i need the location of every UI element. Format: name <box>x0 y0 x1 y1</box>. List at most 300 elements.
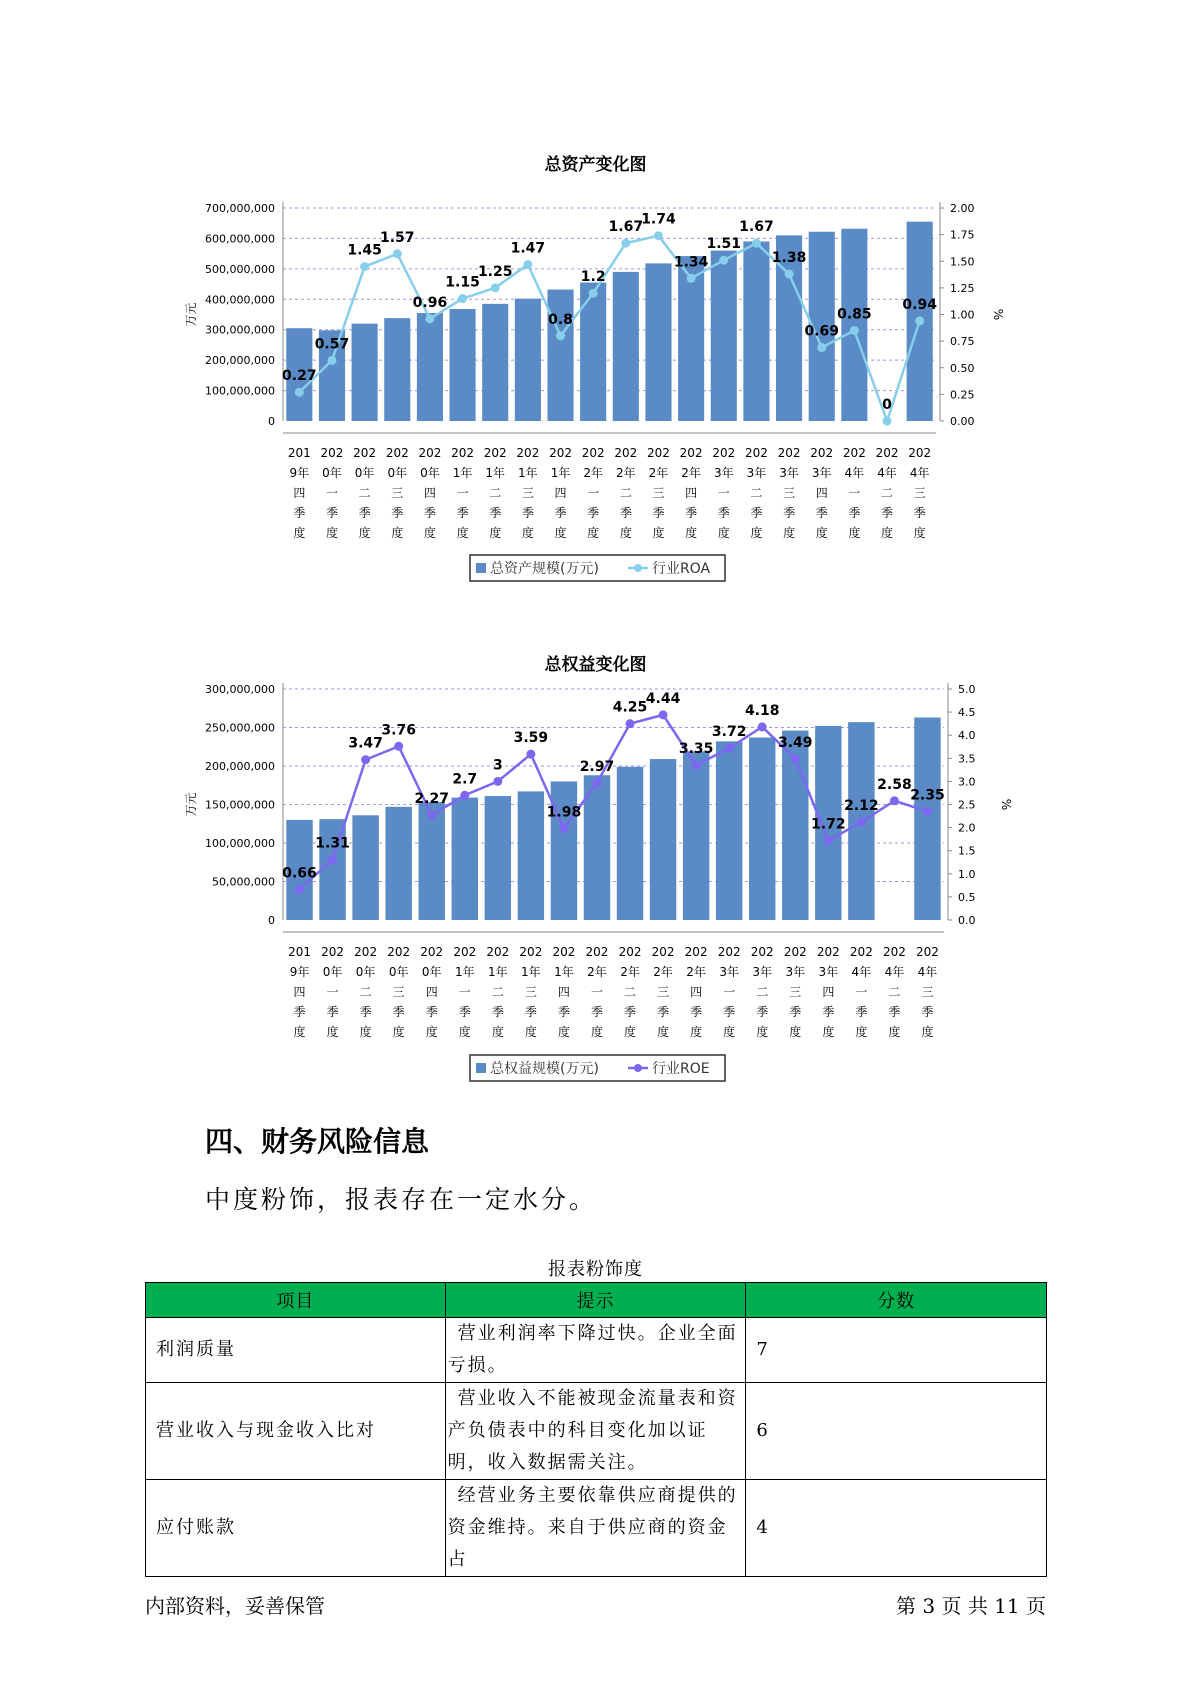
x-tick-label: 季 <box>326 1005 339 1019</box>
y2-tick-label: 1.00 <box>950 308 975 322</box>
y2-tick-label: 2.0 <box>958 821 976 835</box>
x-tick-label: 202 <box>618 945 642 959</box>
line-point <box>327 356 336 365</box>
x-tick-label: 二 <box>619 486 632 500</box>
line-point <box>559 824 568 833</box>
x-tick-label: 四 <box>423 486 436 500</box>
x-tick-label: 0年 <box>354 466 375 480</box>
x-tick-label: 季 <box>881 506 894 520</box>
bar <box>485 796 511 920</box>
bar <box>352 815 378 920</box>
data-label: 1.47 <box>510 240 546 257</box>
table-caption: 报表粉饰度 <box>548 1259 643 1280</box>
chart1-title: 总资产变化图 <box>544 155 647 175</box>
bar <box>711 251 737 421</box>
x-tick-label: 201 <box>288 945 311 959</box>
x-tick-label: 202 <box>519 945 543 959</box>
x-tick-label: 3年 <box>719 965 739 979</box>
data-label: 0.66 <box>282 865 317 882</box>
x-tick-label: 一 <box>458 985 471 999</box>
x-tick-label: 202 <box>483 446 507 460</box>
x-tick-label: 二 <box>881 486 894 500</box>
data-label: 2.7 <box>452 771 478 788</box>
line-point <box>725 744 734 753</box>
x-tick-label: 202 <box>453 945 477 959</box>
data-label: 4.44 <box>645 690 681 707</box>
x-tick-label: 季 <box>293 1005 306 1019</box>
data-label: 0.94 <box>902 296 937 313</box>
bar <box>515 299 541 421</box>
x-tick-label: 0年 <box>387 466 408 480</box>
data-label: 1.98 <box>546 804 582 821</box>
data-label: 3.72 <box>711 724 747 741</box>
x-tick-label: 二 <box>624 985 637 999</box>
x-tick-label: 度 <box>913 526 926 540</box>
data-label: 2.35 <box>910 787 945 804</box>
x-tick-label: 度 <box>456 526 469 540</box>
x-tick-label: 一 <box>587 486 600 500</box>
x-tick-label: 季 <box>888 1005 901 1019</box>
bar <box>613 272 639 421</box>
x-tick-label: 0年 <box>355 965 376 979</box>
data-label: 0.8 <box>548 311 573 328</box>
data-label: 2.27 <box>414 791 449 808</box>
x-tick-label: 202 <box>486 945 510 959</box>
x-tick-label: 度 <box>293 1025 306 1039</box>
line-point <box>458 294 467 303</box>
x-tick-label: 季 <box>358 506 371 520</box>
y-tick-label: 500,000,000 <box>205 262 275 276</box>
x-tick-label: 度 <box>391 526 404 540</box>
x-tick-label: 季 <box>652 506 665 520</box>
row-score: 7 <box>746 1318 1047 1383</box>
y2-tick-label: 0.0 <box>958 914 976 927</box>
line-point <box>923 807 932 816</box>
x-tick-label: 一 <box>848 486 861 500</box>
bar <box>452 798 478 920</box>
x-tick-label: 一 <box>590 985 603 999</box>
x-tick-label: 202 <box>783 945 807 959</box>
x-tick-label: 度 <box>855 1025 868 1039</box>
x-tick-label: 3年 <box>746 466 767 480</box>
line-point <box>654 231 663 240</box>
line-point <box>425 314 434 323</box>
x-tick-label: 1年 <box>554 965 574 979</box>
data-label: 0.85 <box>837 306 872 323</box>
line-point <box>817 343 826 352</box>
line-point <box>659 710 668 719</box>
x-tick-label: 202 <box>552 945 576 959</box>
x-tick-label: 3年 <box>752 965 773 979</box>
x-tick-label: 季 <box>624 1005 637 1019</box>
bar <box>518 791 544 920</box>
x-tick-label: 202 <box>420 945 444 959</box>
x-tick-label: 202 <box>581 446 605 460</box>
risk-table <box>145 1282 1047 1577</box>
legend-label-bar: 总权益规模(万元) <box>490 1061 599 1077</box>
y-tick-label: 700,000,000 <box>205 202 275 215</box>
x-tick-label: 季 <box>815 506 828 520</box>
line-point <box>361 755 370 764</box>
x-tick-label: 202 <box>387 945 411 959</box>
x-tick-label: 度 <box>524 1025 537 1039</box>
line-point <box>719 256 728 265</box>
y2-tick-label: 0.5 <box>958 890 976 904</box>
x-tick-label: 季 <box>359 1005 372 1019</box>
x-tick-label: 202 <box>320 446 344 460</box>
data-label: 1.2 <box>580 269 606 286</box>
line-point <box>526 750 535 759</box>
x-tick-label: 三 <box>921 985 934 999</box>
x-tick-label: 四 <box>557 985 570 999</box>
x-tick-label: 2年 <box>681 466 701 480</box>
table-row <box>146 1480 1047 1577</box>
y-axis-title: 万元 <box>184 792 198 817</box>
x-tick-label: 三 <box>652 486 665 500</box>
y2-tick-label: 3.0 <box>958 775 976 789</box>
x-tick-label: 度 <box>293 526 306 540</box>
x-tick-label: 度 <box>848 526 861 540</box>
data-label: 1.74 <box>641 211 676 228</box>
y-tick-label: 400,000,000 <box>205 293 275 307</box>
x-tick-label: 季 <box>756 1005 769 1019</box>
y-tick-label: 0 <box>268 914 275 927</box>
x-tick-label: 度 <box>325 526 338 540</box>
y2-tick-label: 1.0 <box>958 867 976 881</box>
x-tick-label: 202 <box>651 945 675 959</box>
legend-label-line: 行业ROA <box>652 561 711 577</box>
data-label: 1.67 <box>608 219 644 236</box>
x-tick-label: 度 <box>425 1025 438 1039</box>
x-tick-label: 季 <box>491 1005 504 1019</box>
y-tick-label: 200,000,000 <box>205 760 275 773</box>
data-label: 4.18 <box>744 702 780 719</box>
data-label: 0.27 <box>282 368 317 385</box>
y2-tick-label: 1.50 <box>950 255 975 269</box>
y-tick-label: 50,000,000 <box>212 875 275 889</box>
x-tick-label: 3年 <box>713 466 734 480</box>
x-tick-label: 二 <box>491 985 504 999</box>
x-tick-label: 四 <box>685 486 698 500</box>
x-tick-label: 202 <box>849 945 873 959</box>
line-point <box>491 283 500 292</box>
header-item: 项目 <box>146 1283 446 1318</box>
x-tick-label: 4年 <box>877 466 897 480</box>
line-point <box>791 754 800 763</box>
x-tick-label: 9年 <box>289 466 310 480</box>
x-tick-label: 二 <box>489 486 502 500</box>
x-tick-label: 0年 <box>421 965 442 979</box>
y-tick-label: 300,000,000 <box>205 683 275 696</box>
line-point <box>824 836 833 845</box>
line-point <box>626 719 635 728</box>
x-tick-label: 202 <box>842 446 866 460</box>
x-tick-label: 202 <box>679 446 703 460</box>
x-tick-label: 四 <box>822 985 835 999</box>
x-tick-label: 三 <box>657 985 670 999</box>
line-point <box>493 777 502 786</box>
row-hint: 经营业务主要依靠供应商提供的资金维持。来自于供应商的资金占 <box>445 1480 746 1577</box>
x-tick-label: 度 <box>624 1025 637 1039</box>
x-tick-label: 季 <box>554 506 567 520</box>
x-tick-label: 季 <box>822 1005 835 1019</box>
bar <box>749 738 775 920</box>
x-tick-label: 202 <box>684 945 708 959</box>
y2-axis-title: % <box>999 798 1013 811</box>
y-tick-label: 300,000,000 <box>205 323 275 337</box>
x-tick-label: 度 <box>822 1025 835 1039</box>
data-label: 2.12 <box>844 798 879 815</box>
line-point <box>890 796 899 805</box>
x-tick-label: 202 <box>385 446 409 460</box>
x-tick-label: 四 <box>293 486 306 500</box>
x-tick-label: 202 <box>717 945 741 959</box>
y2-tick-label: 1.75 <box>950 228 975 242</box>
bar <box>650 759 676 920</box>
line-point <box>687 274 696 283</box>
x-tick-label: 度 <box>359 1025 372 1039</box>
x-tick-label: 季 <box>723 1005 736 1019</box>
y2-tick-label: 0.00 <box>950 415 975 428</box>
x-tick-label: 202 <box>882 945 906 959</box>
x-tick-label: 季 <box>456 506 469 520</box>
bar <box>914 717 940 920</box>
x-tick-label: 3年 <box>785 965 806 979</box>
header-hint: 提示 <box>445 1283 746 1318</box>
bar <box>551 781 577 920</box>
x-tick-label: 度 <box>326 1025 339 1039</box>
data-label: 0.96 <box>412 294 448 311</box>
data-label: 1.72 <box>811 816 846 833</box>
x-tick-label: 0年 <box>322 965 343 979</box>
data-label: 3.35 <box>678 741 714 758</box>
x-tick-label: 度 <box>723 1025 736 1039</box>
chart2-title: 总权益变化图 <box>544 655 647 675</box>
x-tick-label: 一 <box>326 985 339 999</box>
x-tick-label: 四 <box>425 985 438 999</box>
x-tick-label: 二 <box>750 486 763 500</box>
x-tick-label: 季 <box>391 506 404 520</box>
x-tick-label: 度 <box>358 526 371 540</box>
line-point <box>915 316 924 325</box>
x-tick-label: 度 <box>590 1025 603 1039</box>
y-tick-label: 200,000,000 <box>205 354 275 368</box>
data-label: 2.58 <box>877 776 912 793</box>
bar <box>683 751 709 920</box>
x-tick-label: 四 <box>815 486 828 500</box>
x-tick-label: 季 <box>587 506 600 520</box>
x-tick-label: 202 <box>777 446 801 460</box>
line-point <box>758 722 767 731</box>
y2-tick-label: 3.5 <box>958 752 976 766</box>
x-tick-label: 二 <box>888 985 901 999</box>
chart-total-equity <box>0 680 1191 1110</box>
header-score: 分数 <box>746 1283 1047 1318</box>
x-tick-label: 三 <box>789 985 802 999</box>
x-tick-label: 1年 <box>454 965 475 979</box>
x-tick-label: 季 <box>750 506 763 520</box>
x-tick-label: 季 <box>913 506 926 520</box>
x-tick-label: 4年 <box>884 965 905 979</box>
x-tick-label: 季 <box>855 1005 868 1019</box>
x-tick-label: 度 <box>587 526 600 540</box>
line-point <box>556 331 565 340</box>
y-tick-label: 600,000,000 <box>205 232 275 246</box>
line-point <box>523 260 532 269</box>
x-tick-label: 201 <box>287 446 311 460</box>
line-point <box>592 778 601 787</box>
x-tick-label: 度 <box>881 526 894 540</box>
x-tick-label: 2年 <box>620 965 640 979</box>
x-tick-label: 三 <box>913 486 926 500</box>
x-tick-label: 4年 <box>844 466 865 480</box>
bar <box>450 309 476 421</box>
x-tick-label: 三 <box>783 486 796 500</box>
x-tick-label: 202 <box>451 446 475 460</box>
line-point <box>692 761 701 770</box>
y2-tick-label: 0.75 <box>950 335 975 349</box>
row-item: 应付账款 <box>146 1480 446 1577</box>
data-label: 0.57 <box>314 336 350 353</box>
x-tick-label: 202 <box>816 945 840 959</box>
x-tick-label: 1年 <box>521 965 541 979</box>
x-tick-label: 202 <box>354 945 378 959</box>
bar <box>385 807 411 920</box>
x-tick-label: 202 <box>516 446 540 460</box>
x-tick-label: 季 <box>325 506 338 520</box>
x-tick-label: 度 <box>783 526 796 540</box>
x-tick-label: 一 <box>456 486 469 500</box>
data-label: 3.47 <box>348 735 383 752</box>
x-tick-label: 202 <box>744 446 768 460</box>
data-label: 1.57 <box>380 229 415 246</box>
footer-confidential: 内部资料，妥善保管 <box>145 1594 325 1618</box>
x-tick-label: 202 <box>647 446 670 460</box>
y-tick-label: 100,000,000 <box>205 837 275 850</box>
x-tick-label: 2年 <box>653 965 673 979</box>
y2-tick-label: 2.5 <box>958 798 976 812</box>
data-label: 4.25 <box>612 699 648 716</box>
x-tick-label: 一 <box>325 486 338 500</box>
y2-tick-label: 2.00 <box>950 202 975 215</box>
y2-tick-label: 5.0 <box>958 683 976 696</box>
x-tick-label: 度 <box>392 1025 405 1039</box>
bar <box>352 324 378 421</box>
x-tick-label: 度 <box>888 1025 901 1039</box>
x-tick-label: 二 <box>359 985 372 999</box>
line-point <box>589 289 598 298</box>
x-tick-label: 0年 <box>388 965 409 979</box>
x-tick-label: 202 <box>418 446 442 460</box>
section-heading: 四、财务风险信息 <box>205 1125 430 1158</box>
x-tick-label: 2年 <box>648 466 669 480</box>
x-tick-label: 季 <box>921 1005 934 1019</box>
x-tick-label: 季 <box>423 506 436 520</box>
line-point <box>427 811 436 820</box>
y2-tick-label: 0.25 <box>950 388 975 402</box>
data-label: 3.49 <box>778 734 813 751</box>
table-header-row <box>146 1283 1047 1318</box>
row-hint: 营业收入不能被现金流量表和资产负债表中的科目变化加以证明，收入数据需关注。 <box>445 1383 746 1480</box>
y2-tick-label: 1.25 <box>950 281 975 295</box>
line-point <box>785 270 794 279</box>
x-tick-label: 度 <box>521 526 534 540</box>
x-tick-label: 2年 <box>616 466 636 480</box>
x-tick-label: 3年 <box>811 466 832 480</box>
bar <box>645 263 671 421</box>
x-tick-label: 度 <box>690 1025 703 1039</box>
x-tick-label: 季 <box>557 1005 570 1019</box>
x-tick-label: 季 <box>293 506 306 520</box>
x-tick-label: 4年 <box>917 965 938 979</box>
x-tick-label: 202 <box>908 446 932 460</box>
line-point <box>883 417 892 426</box>
x-tick-label: 季 <box>425 1005 438 1019</box>
line-point <box>394 742 403 751</box>
x-tick-label: 季 <box>690 1005 703 1019</box>
x-tick-label: 季 <box>717 506 730 520</box>
x-tick-label: 202 <box>353 446 377 460</box>
line-point <box>360 262 369 271</box>
data-label: 1.34 <box>673 254 709 271</box>
x-tick-label: 202 <box>585 945 609 959</box>
x-tick-label: 二 <box>358 486 371 500</box>
x-tick-label: 季 <box>789 1005 802 1019</box>
data-label: 1.45 <box>347 242 382 259</box>
x-tick-label: 三 <box>521 486 534 500</box>
legend-label-line: 行业ROE <box>652 1061 710 1077</box>
x-tick-label: 2年 <box>686 965 706 979</box>
table-row <box>146 1383 1047 1480</box>
x-tick-label: 一 <box>855 985 868 999</box>
x-tick-label: 1年 <box>452 466 473 480</box>
bar <box>482 304 508 421</box>
bar <box>417 313 443 421</box>
x-tick-label: 三 <box>391 486 404 500</box>
legend-label-bar: 总资产规模(万元) <box>490 561 599 577</box>
x-tick-label: 度 <box>652 526 665 540</box>
x-tick-label: 202 <box>750 945 774 959</box>
x-tick-label: 度 <box>815 526 828 540</box>
bar <box>841 229 867 421</box>
x-tick-label: 度 <box>554 526 567 540</box>
row-item: 利润质量 <box>146 1318 446 1383</box>
line-point <box>393 249 402 258</box>
y2-tick-label: 1.5 <box>958 844 976 858</box>
x-tick-label: 2年 <box>583 466 603 480</box>
chart-total-assets <box>0 180 1191 620</box>
data-label: 3.76 <box>381 722 416 739</box>
x-tick-label: 四 <box>293 985 306 999</box>
x-tick-label: 2年 <box>587 965 607 979</box>
table-row <box>146 1318 1047 1383</box>
data-label: 3.59 <box>513 730 549 747</box>
x-tick-label: 202 <box>321 945 345 959</box>
data-label: 1.38 <box>771 250 807 267</box>
y-axis-title: 万元 <box>184 302 198 327</box>
x-tick-label: 度 <box>458 1025 471 1039</box>
x-tick-label: 季 <box>657 1005 670 1019</box>
row-hint: 营业利润率下降过快。企业全面亏损。 <box>445 1318 746 1383</box>
line-point <box>857 818 866 827</box>
x-tick-label: 202 <box>614 446 638 460</box>
x-tick-label: 1年 <box>550 466 571 480</box>
x-tick-label: 四 <box>690 985 703 999</box>
x-tick-label: 度 <box>750 526 763 540</box>
x-tick-label: 度 <box>789 1025 802 1039</box>
x-tick-label: 季 <box>521 506 534 520</box>
data-label: 1.67 <box>739 219 774 236</box>
